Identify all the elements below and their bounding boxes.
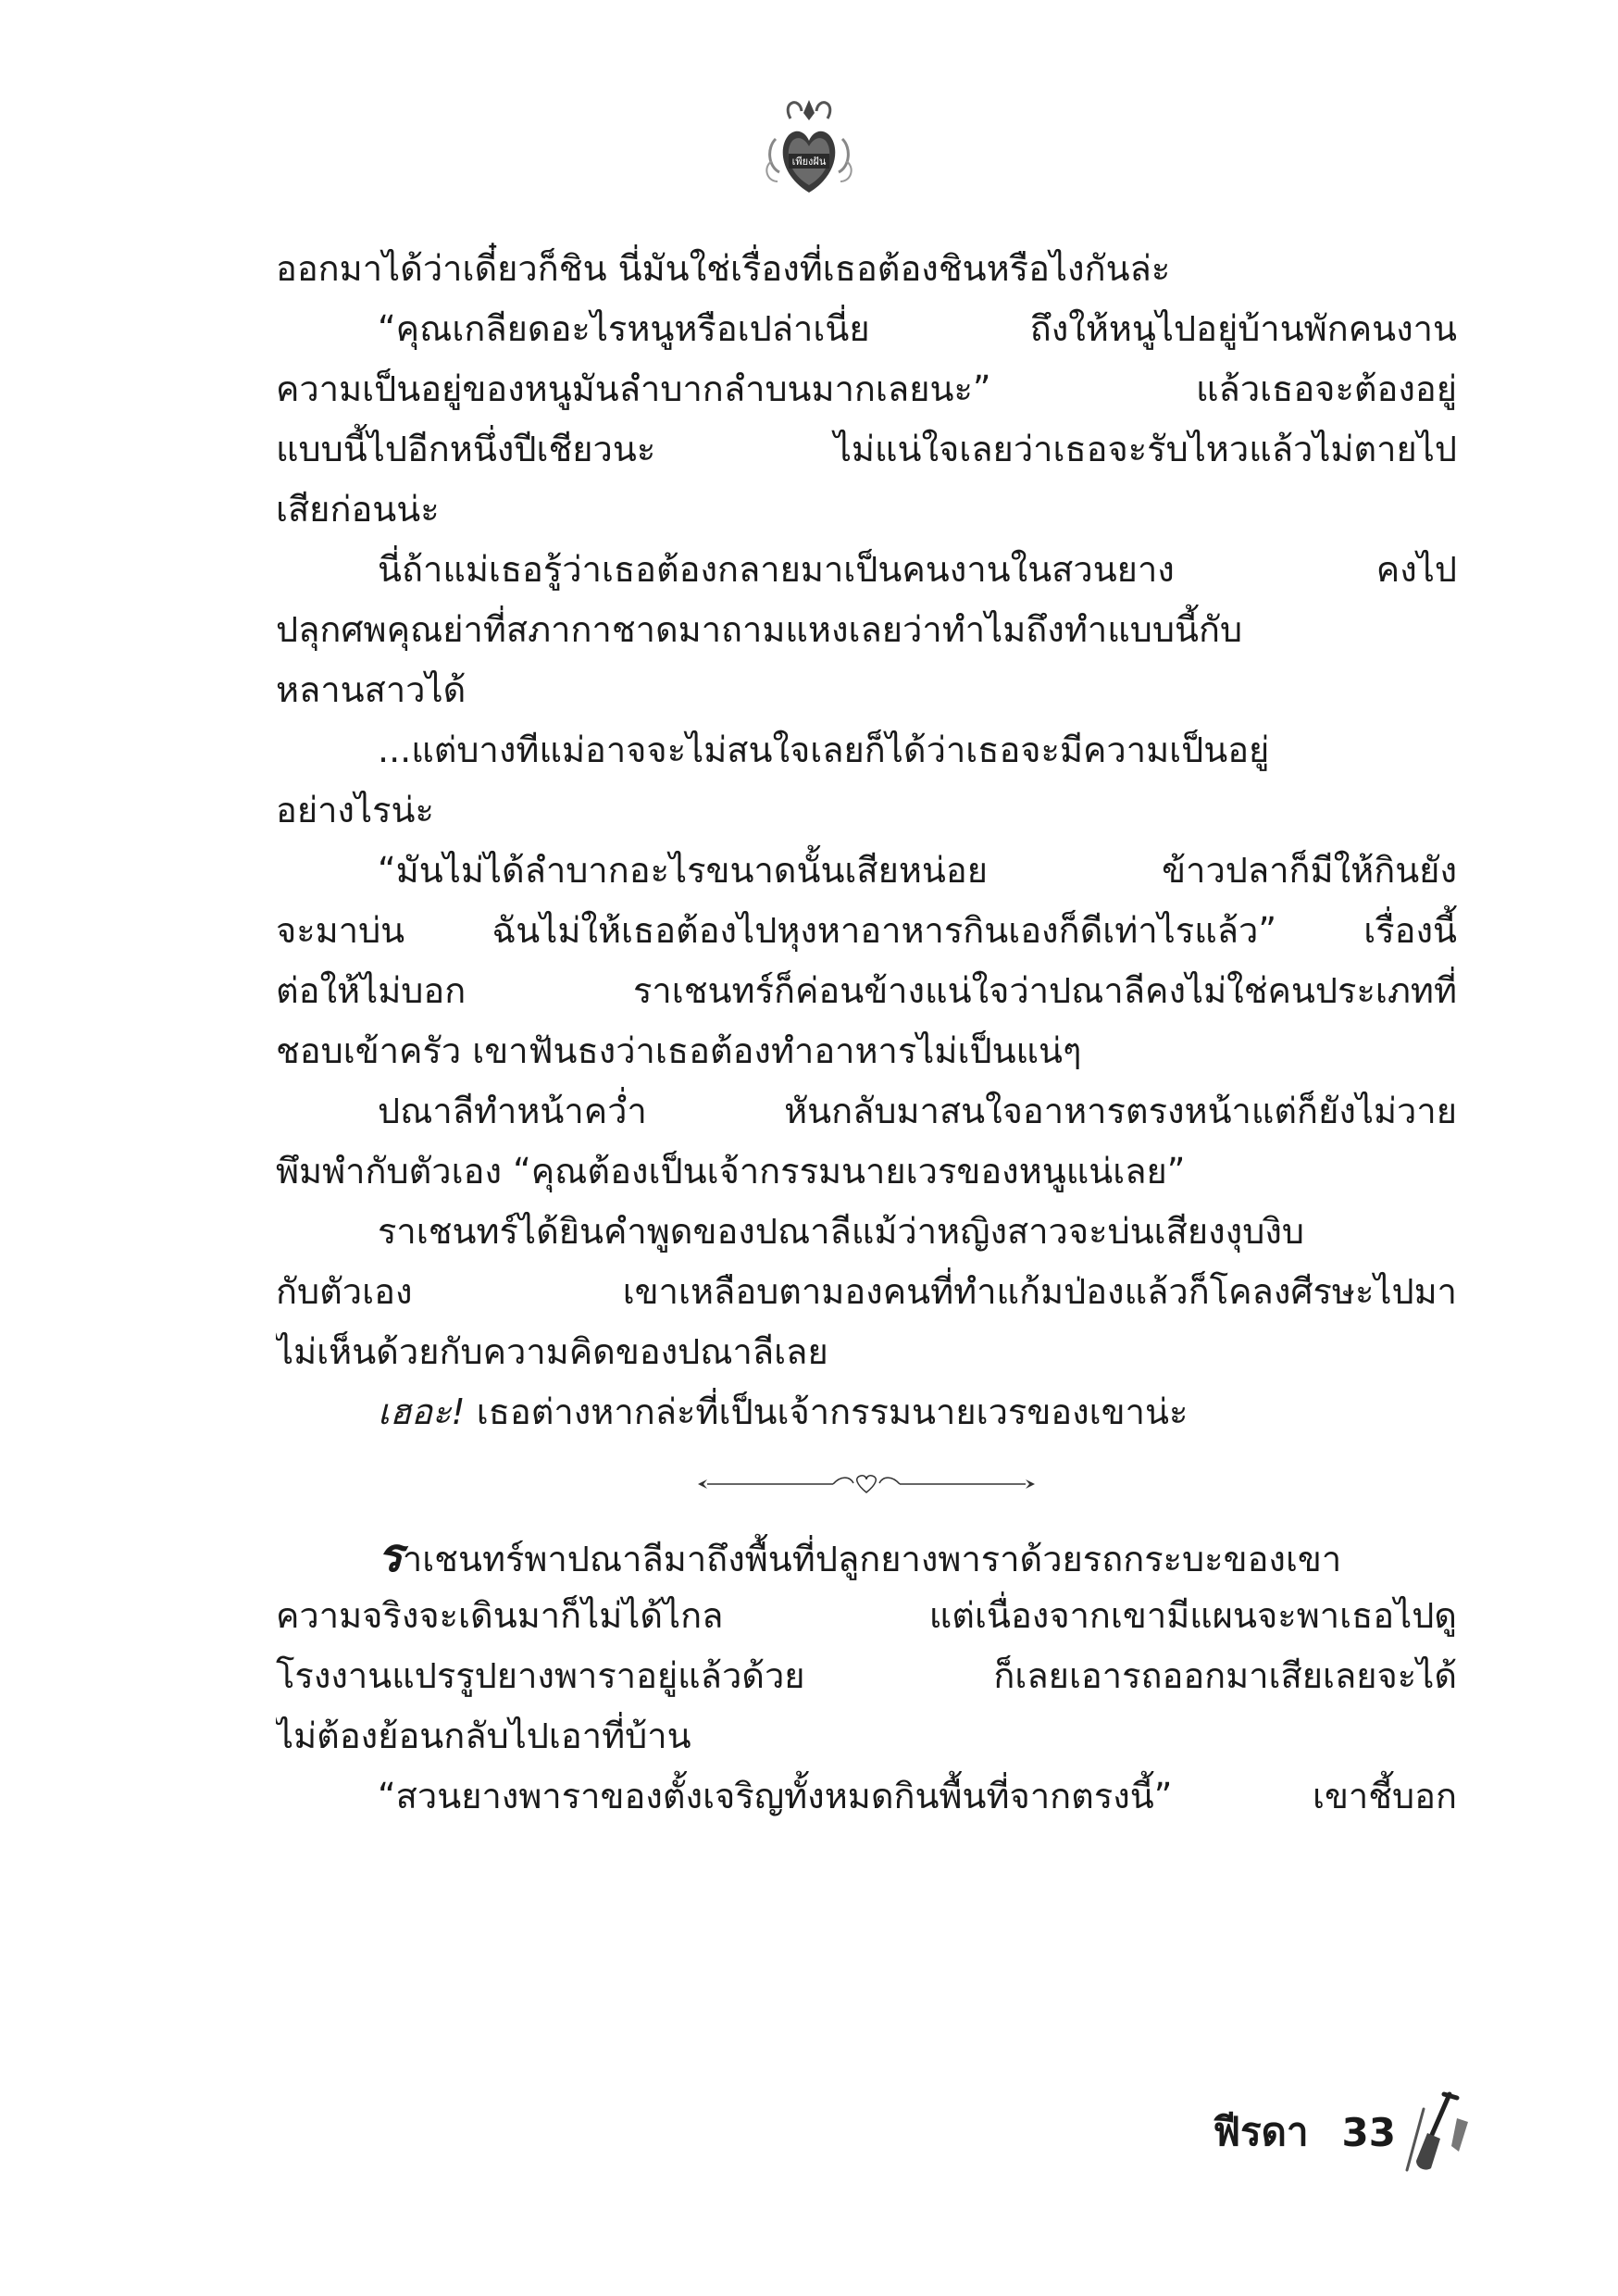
text-line: นี่ถ้าแม่เธอรู้ว่าเธอต้องกลายมาเป็นคนงานในสวนยาง คงไป [378, 549, 1457, 590]
text-line: ต่อให้ไม่บอก ราเชนทร์ก็ค่อนข้างแน่ใจว่าปณาลีคงไม่ใช่คนประเภทที่ [276, 970, 1457, 1011]
text-line: หลานสาวได้ [276, 669, 467, 710]
text-line: ราเชนทร์ได้ยินคำพูดของปณาลีแม้ว่าหญิงสาวจะบ่นเสียงงุบงิบ [378, 1211, 1305, 1252]
drop-cap: ร [378, 1529, 403, 1582]
body-text [276, 239, 1457, 1827]
page-footer [1213, 2090, 1470, 2174]
emblem-text: เพียงฝัน [791, 156, 827, 168]
text-line: กับตัวเอง เขาเหลือบตามองคนที่ทำแก้มป่องแล้วก็โคลงศีรษะไปมา [276, 1271, 1457, 1312]
text-line: โรงงานแปรรูปยางพาราอยู่แล้วด้วย ก็เลยเอารถออกมาเสียเลยจะได้ [276, 1655, 1457, 1696]
text-line: พึมพำกับตัวเอง “คุณต้องเป็นเจ้ากรรมนายเวรของหนูแน่เลย” [276, 1151, 1186, 1192]
text-line: ไม่ต้องย้อนกลับไปเอาที่บ้าน [276, 1716, 691, 1756]
text-line: ความจริงจะเดินมาก็ไม่ได้ไกล แต่เนื่องจากเขามีแผนจะพาเธอไปดู [276, 1595, 1457, 1636]
book-title: ฟีรดา [1213, 2109, 1309, 2154]
italic-line [276, 1382, 1457, 1442]
first-line-rest: าเชนทร์พาปณาลีมาถึงพื้นที่ปลูกยางพาราด้วยรถกระบะของเขา [402, 1539, 1342, 1579]
text-line: ออกมาได้ว่าเดี๋ยวก็ชิน นี่มันใช่เรื่องที่เธอต้องชินหรือไงกันล่ะ [276, 248, 1171, 289]
text-line: ชอบเข้าครัว เขาฟันธงว่าเธอต้องทำอาหารไม่เป็นแน่ๆ [276, 1030, 1082, 1071]
text-line: “มันไม่ได้ลำบากอะไรขนาดนั้นเสียหน่อย ข้าวปลาก็มีให้กินยัง [378, 850, 1457, 891]
text-line: เสียก่อนน่ะ [276, 489, 440, 530]
text-line: ...แต่บางทีแม่อาจจะไม่สนใจเลยก็ได้ว่าเธอจะมีความเป็นอยู่ [378, 730, 1270, 770]
italic-line-rest: เธอต่างหากล่ะที่เป็นเจ้ากรรมนายเวรของเขาน่ะ [465, 1391, 1189, 1432]
text-line: ความเป็นอยู่ของหนูมันลำบากลำบนมากเลยนะ” แล้วเธอจะต้องอยู่ [276, 368, 1457, 409]
text-line: ปลุกศพคุณย่าที่สภากาชาดมาถามแหงเลยว่าทำไมถึงทำแบบนี้กับ [276, 609, 1243, 650]
section-divider [276, 1442, 1457, 1526]
text-line: ไม่เห็นด้วยกับความคิดของปณาลีเลย [276, 1331, 828, 1372]
shovel-icon [1403, 2090, 1470, 2174]
text-line: “คุณเกลียดอะไรหนูหรือเปล่าเนี่ย ถึงให้หนูไปอยู่บ้านพักคนงาน [378, 308, 1457, 349]
italic-exclamation: เฮอะ! [378, 1391, 466, 1432]
page-number: 33 [1341, 2109, 1396, 2155]
crest-emblem-icon [763, 93, 855, 202]
text-line: ปณาลีทำหน้าคว่ำ หันกลับมาสนใจอาหารตรงหน้าแต่ก็ยังไม่วาย [378, 1091, 1457, 1131]
heart-divider-icon [694, 1470, 1039, 1498]
section-first-line [276, 1526, 1457, 1586]
text-line: อย่างไรน่ะ [276, 790, 434, 830]
text-line: “สวนยางพาราของตั้งเจริญทั้งหมดกินพื้นที่จากตรงนี้” เขาชี้บอก [378, 1776, 1457, 1816]
text-line: แบบนี้ไปอีกหนึ่งปีเชียวนะ ไม่แน่ใจเลยว่าเธอจะรับไหวแล้วไม่ตายไป [276, 429, 1457, 469]
text-line: จะมาบ่น ฉันไม่ให้เธอต้องไปหุงหาอาหารกินเองก็ดีเท่าไรแล้ว” เรื่องนี้ [276, 910, 1457, 951]
